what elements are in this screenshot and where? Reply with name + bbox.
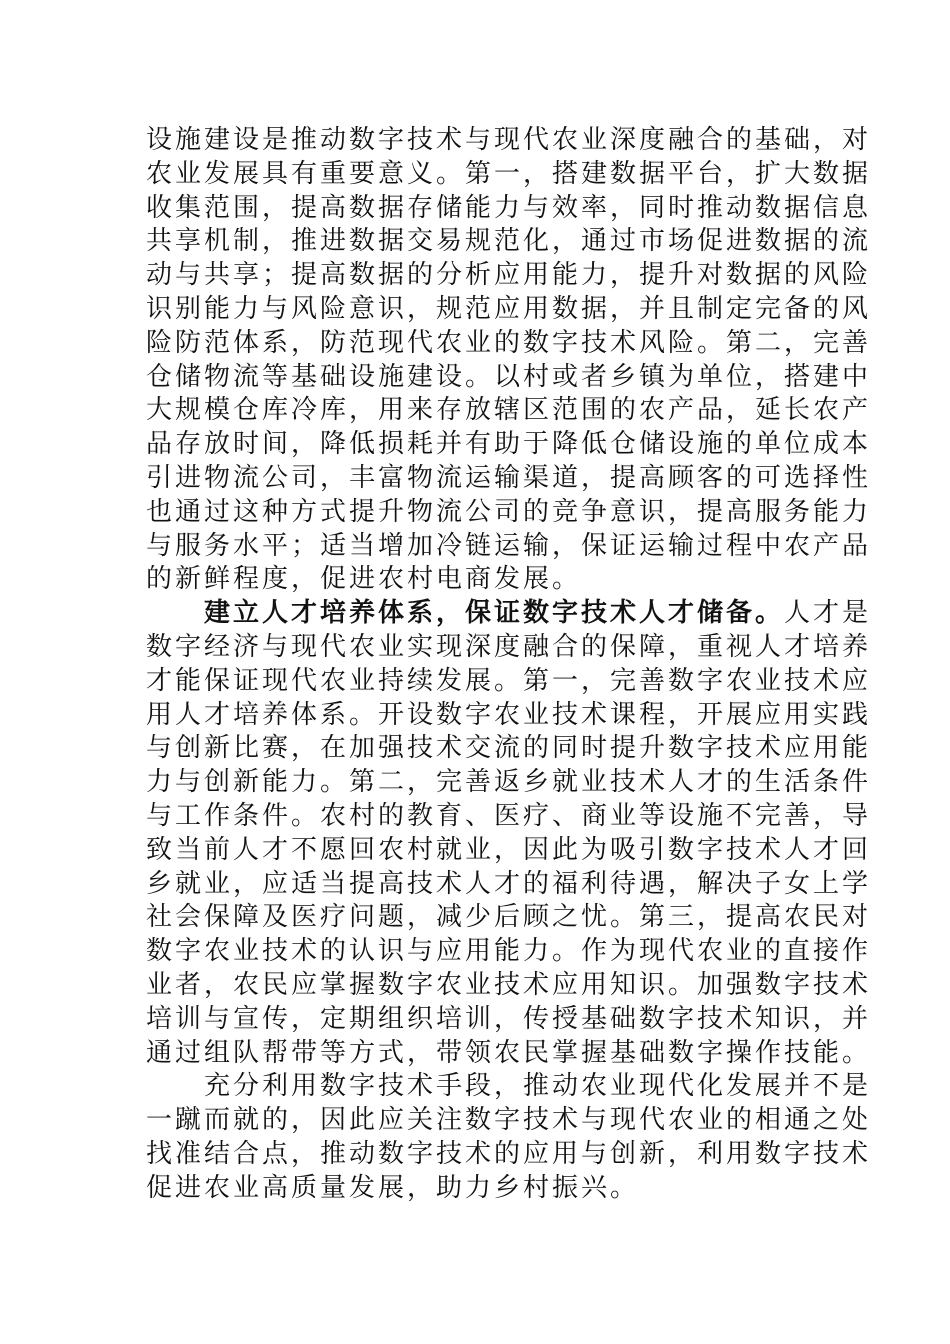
text-line: 动与共享；提高数据的分析应用能力，提升对数据的风险 (146, 260, 872, 291)
text-line: 业者，农民应掌握数字农业技术应用知识。加强数字技术 (146, 969, 872, 1000)
text-line: 才能保证现代农业持续发展。第一，完善数字农业技术应 (146, 665, 872, 696)
text-line: 社会保障及医疗问题，减少后顾之忧。第三，提高农民对 (146, 902, 872, 933)
text-line: 一蹴而就的，因此应关注数字技术与现代农业的相通之处 (146, 1105, 872, 1136)
text-line: 农业发展具有重要意义。第一，搭建数据平台，扩大数据 (146, 158, 872, 189)
paragraph-conclusion (146, 1070, 872, 1205)
text-line: 大规模仓库冷库，用来存放辖区范围的农产品，延长农产 (146, 395, 872, 426)
text-line: 用人才培养体系。开设数字农业技术课程，开展应用实践 (146, 699, 872, 730)
text-line: 与服务水平；适当增加冷链运输，保证运输过程中农产品 (146, 530, 872, 561)
text-line: 力与创新能力。第二，完善返乡就业技术人才的生活条件 (146, 767, 872, 798)
conclusion-first-line: 充分利用数字技术手段，推动农业现代化发展并不是 (204, 1071, 872, 1102)
heading-line-rest: 人才是 (784, 598, 872, 629)
text-line: 通过组队帮带等方式，带领农民掌握基础数字操作技能。 (146, 1037, 872, 1068)
text-line: 也通过这种方式提升物流公司的竞争意识，提高服务能力 (146, 496, 872, 527)
text-line: 与工作条件。农村的教育、医疗、商业等设施不完善，导 (146, 800, 872, 831)
text-line: 找准结合点，推动数字技术的应用与创新，利用数字技术 (146, 1138, 872, 1169)
text-line: 共享机制，推进数据交易规范化，通过市场促进数据的流 (146, 226, 872, 257)
text-line (146, 1070, 872, 1104)
text-line: 仓储物流等基础设施建设。以村或者乡镇为单位，搭建中 (146, 361, 872, 392)
text-line: 引进物流公司，丰富物流运输渠道，提高顾客的可选择性 (146, 462, 872, 493)
text-line: 致当前人才不愿回农村就业，因此为吸引数字技术人才回 (146, 834, 872, 865)
text-line: 乡就业，应适当提高技术人才的福利待遇，解决子女上学 (146, 868, 872, 899)
text-line: 识别能力与风险意识，规范应用数据，并且制定完备的风 (146, 293, 872, 324)
text-line: 品存放时间，降低损耗并有助于降低仓储设施的单位成本 (146, 429, 872, 460)
text-line: 的新鲜程度，促进农村电商发展。 (146, 564, 582, 595)
text-line: 险防范体系，防范现代农业的数字技术风险。第二，完善 (146, 327, 872, 358)
paragraph-infrastructure (146, 124, 872, 597)
section-heading: 建立人才培养体系，保证数字技术人才储备。 (204, 598, 785, 629)
text-line: 数字经济与现代农业实现深度融合的保障，重视人才培养 (146, 631, 872, 662)
text-line: 培训与宣传，定期组织培训，传授基础数字技术知识，并 (146, 1003, 872, 1034)
text-line: 设施建设是推动数字技术与现代农业深度融合的基础，对 (146, 125, 872, 155)
text-line: 数字农业技术的认识与应用能力。作为现代农业的直接作 (146, 936, 872, 967)
paragraph-talent (146, 597, 872, 1070)
text-line: 与创新比赛，在加强技术交流的同时提升数字技术应用能 (146, 733, 872, 764)
text-line-with-heading (146, 597, 872, 631)
text-line: 收集范围，提高数据存储能力与效率，同时推动数据信息 (146, 192, 872, 223)
text-line: 促进农业高质量发展，助力乡村振兴。 (146, 1172, 640, 1203)
document-body (146, 124, 872, 1206)
